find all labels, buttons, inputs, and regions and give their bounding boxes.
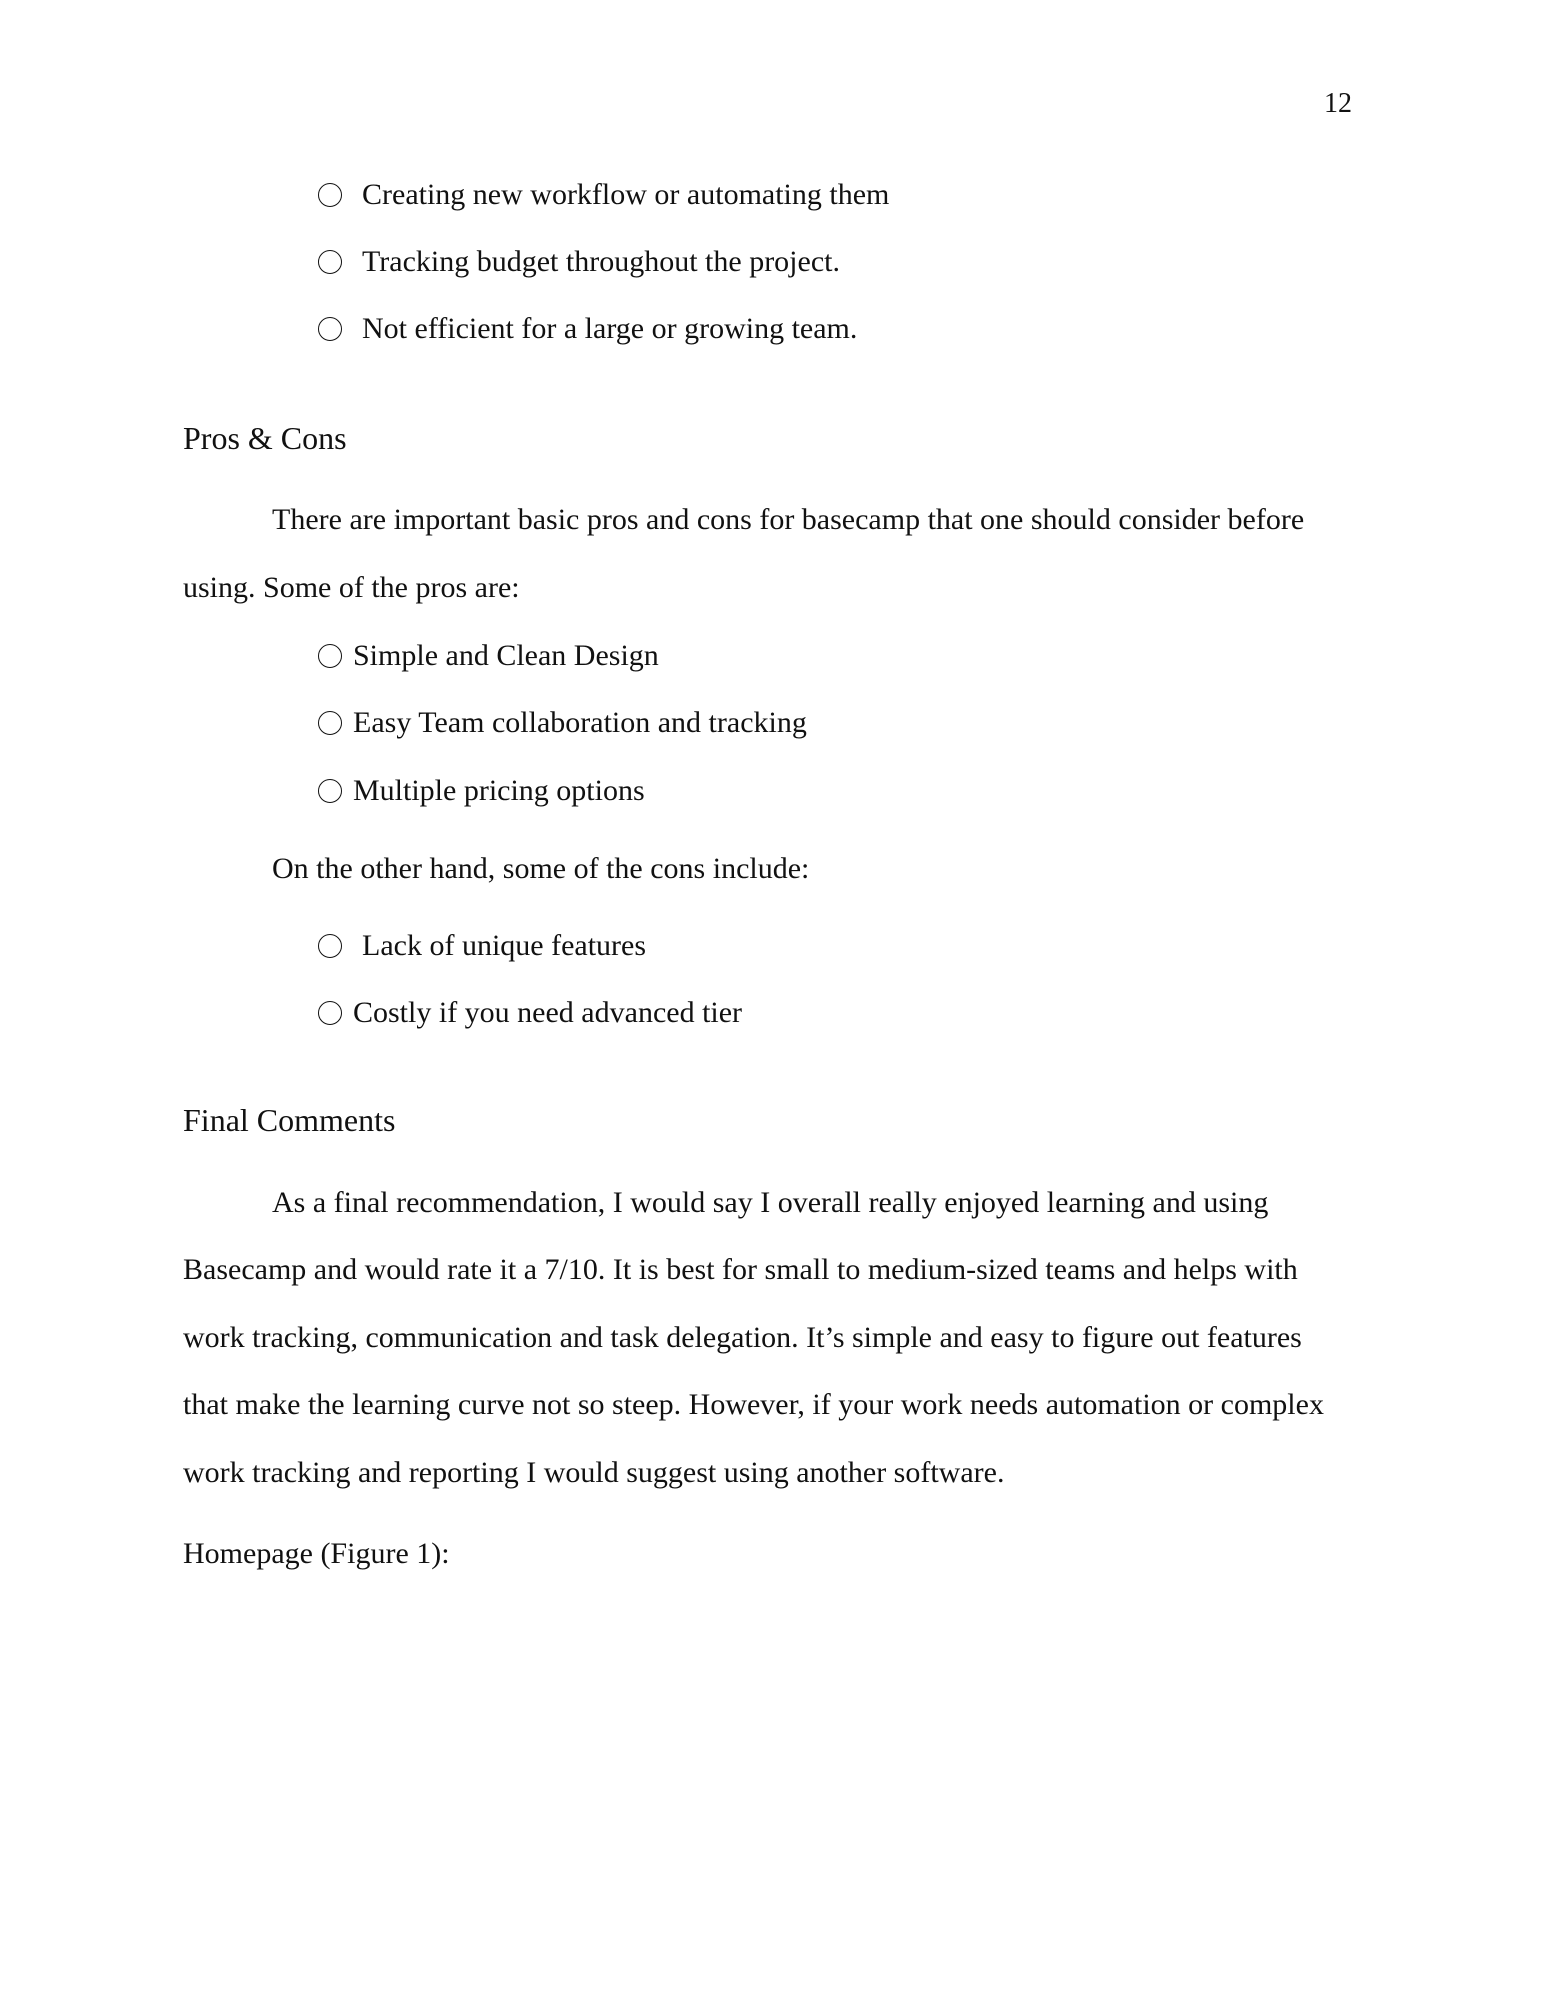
cons-list-item <box>318 993 742 1033</box>
pros-list-item <box>318 703 807 743</box>
circle-bullet-icon <box>318 934 342 958</box>
circle-bullet-icon <box>318 250 342 274</box>
list-item-text: Costly if you need advanced tier <box>353 996 743 1029</box>
pros-intro-line-2: using. Some of the pros are: <box>183 571 520 604</box>
list-item-text: Multiple pricing options <box>353 774 645 807</box>
circle-bullet-icon <box>318 317 342 341</box>
list-item <box>318 309 857 349</box>
section-heading-final-comments: Final Comments <box>183 1102 396 1138</box>
circle-bullet-icon <box>318 183 342 207</box>
section-heading-pros-cons: Pros & Cons <box>183 420 347 456</box>
page-number: 12 <box>1324 88 1352 119</box>
list-item-text: Not efficient for a large or growing team. <box>362 312 858 345</box>
final-comments-line: work tracking, communication and task delegation. It’s simple and easy to figure out features <box>183 1321 1302 1354</box>
circle-bullet-icon <box>318 644 342 668</box>
list-item-text: Creating new workflow or automating them <box>362 178 890 211</box>
list-item <box>318 242 840 282</box>
final-comments-line: work tracking and reporting I would suggest using another software. <box>183 1456 1005 1489</box>
pros-list-item <box>318 636 659 676</box>
final-comments-line: that make the learning curve not so steep. However, if your work needs automation or complex <box>183 1388 1324 1421</box>
final-comments-line: Basecamp and would rate it a 7/10. It is best for small to medium-sized teams and helps with <box>183 1253 1298 1286</box>
list-item-text: Lack of unique features <box>362 929 647 962</box>
list-item <box>318 175 889 215</box>
list-item-text: Simple and Clean Design <box>353 639 659 672</box>
pros-list-item <box>318 771 645 811</box>
figure-caption: Homepage (Figure 1): <box>183 1537 450 1570</box>
cons-intro: On the other hand, some of the cons include: <box>272 852 810 885</box>
list-item-text: Easy Team collaboration and tracking <box>353 706 807 739</box>
cons-list-item <box>318 926 646 966</box>
pros-intro-line-1: There are important basic pros and cons for basecamp that one should consider before <box>272 503 1305 536</box>
final-comments-line: As a final recommendation, I would say I overall really enjoyed learning and using <box>272 1186 1269 1219</box>
circle-bullet-icon <box>318 779 342 803</box>
circle-bullet-icon <box>318 1001 342 1025</box>
circle-bullet-icon <box>318 711 342 735</box>
list-item-text: Tracking budget throughout the project. <box>362 245 840 278</box>
